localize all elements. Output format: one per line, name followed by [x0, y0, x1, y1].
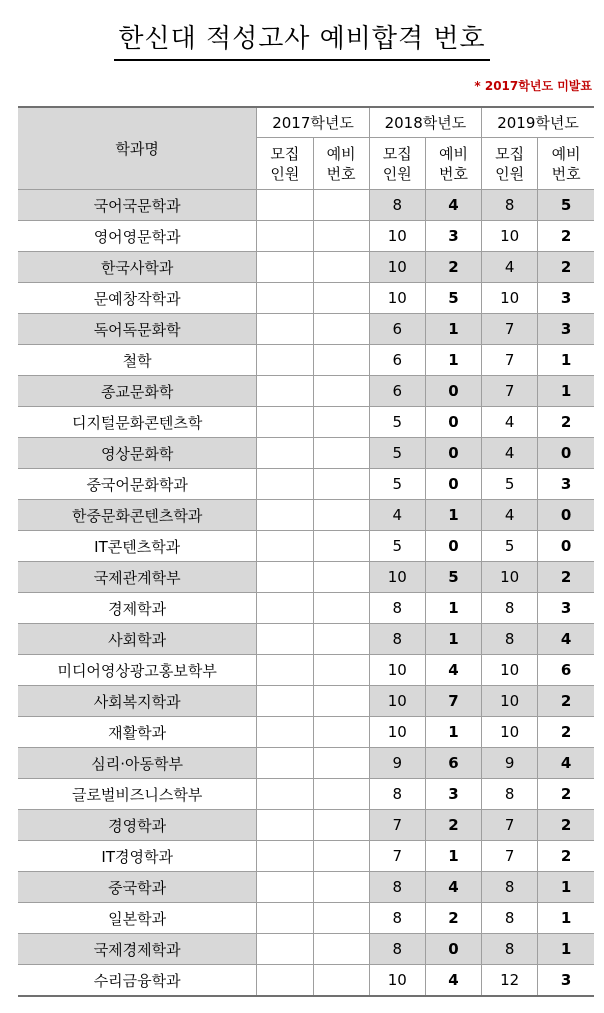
capacity-cell: 9	[369, 748, 425, 779]
waitlist-cell	[313, 872, 369, 903]
waitlist-cell	[313, 531, 369, 562]
capacity-cell: 8	[369, 779, 425, 810]
dept-name: 종교문화학	[18, 376, 257, 407]
dept-name: 독어독문화학	[18, 314, 257, 345]
waitlist-cell	[313, 593, 369, 624]
dept-name: 영어영문학과	[18, 221, 257, 252]
capacity-cell: 7	[482, 810, 538, 841]
capacity-cell	[257, 686, 313, 717]
capacity-cell: 9	[482, 748, 538, 779]
capacity-cell: 8	[482, 779, 538, 810]
capacity-cell: 7	[482, 376, 538, 407]
capacity-cell: 8	[369, 624, 425, 655]
waitlist-cell	[313, 283, 369, 314]
capacity-cell	[257, 841, 313, 872]
waitlist-cell: 4	[538, 624, 594, 655]
capacity-cell: 8	[369, 190, 425, 221]
waitlist-cell: 5	[425, 562, 481, 593]
table-row	[18, 283, 594, 314]
waitlist-cell: 3	[425, 221, 481, 252]
table-row	[18, 841, 594, 872]
capacity-cell: 7	[482, 314, 538, 345]
table-row	[18, 531, 594, 562]
waitlist-cell: 3	[538, 314, 594, 345]
capacity-cell	[257, 252, 313, 283]
capacity-cell: 10	[369, 965, 425, 997]
capacity-cell: 10	[482, 221, 538, 252]
waitlist-cell	[313, 376, 369, 407]
capacity-cell: 4	[369, 500, 425, 531]
waitlist-cell: 4	[425, 872, 481, 903]
table-row	[18, 872, 594, 903]
dept-name: 사회학과	[18, 624, 257, 655]
waitlist-cell: 2	[538, 252, 594, 283]
capacity-cell: 6	[369, 376, 425, 407]
capacity-cell	[257, 872, 313, 903]
capacity-cell: 8	[369, 593, 425, 624]
waitlist-cell: 3	[538, 965, 594, 997]
waitlist-cell: 0	[538, 438, 594, 469]
capacity-cell: 5	[369, 407, 425, 438]
capacity-cell: 8	[369, 872, 425, 903]
capacity-cell: 4	[482, 438, 538, 469]
capacity-cell	[257, 531, 313, 562]
table-row	[18, 376, 594, 407]
capacity-cell	[257, 221, 313, 252]
dept-name: 영상문화학	[18, 438, 257, 469]
capacity-cell: 12	[482, 965, 538, 997]
capacity-cell	[257, 717, 313, 748]
capacity-cell	[257, 593, 313, 624]
waitlist-cell: 3	[538, 593, 594, 624]
capacity-cell: 10	[369, 221, 425, 252]
waitlist-cell: 0	[425, 934, 481, 965]
table-row	[18, 345, 594, 376]
dept-name: 국제경제학과	[18, 934, 257, 965]
waitlist-cell: 2	[538, 810, 594, 841]
waitlist-cell: 4	[425, 190, 481, 221]
waitlist-cell	[313, 686, 369, 717]
capacity-cell: 6	[369, 345, 425, 376]
header-waitlist: 예비 번호	[538, 138, 594, 190]
waitlist-cell: 0	[425, 438, 481, 469]
waitlist-cell	[313, 314, 369, 345]
capacity-cell: 8	[369, 903, 425, 934]
capacity-cell: 8	[482, 934, 538, 965]
capacity-cell: 8	[482, 624, 538, 655]
waitlist-cell	[313, 810, 369, 841]
capacity-cell	[257, 469, 313, 500]
waitlist-cell	[313, 717, 369, 748]
header-waitlist: 예비 번호	[425, 138, 481, 190]
dept-name: 미디어영상광고홍보학부	[18, 655, 257, 686]
waitlist-cell: 2	[538, 717, 594, 748]
header-year-2019: 2019학년도	[482, 107, 594, 138]
header-waitlist: 예비 번호	[313, 138, 369, 190]
dept-name: 심리·아동학부	[18, 748, 257, 779]
capacity-cell	[257, 810, 313, 841]
header-year-2017: 2017학년도	[257, 107, 369, 138]
header-capacity: 모집 인원	[369, 138, 425, 190]
capacity-cell: 8	[482, 190, 538, 221]
waitlist-cell: 0	[538, 500, 594, 531]
capacity-cell: 5	[482, 531, 538, 562]
waitlist-cell: 2	[538, 221, 594, 252]
capacity-cell: 10	[482, 717, 538, 748]
header-capacity: 모집 인원	[482, 138, 538, 190]
waitlist-cell	[313, 965, 369, 997]
waitlist-cell: 3	[538, 469, 594, 500]
dept-name: 국어국문학과	[18, 190, 257, 221]
waitlist-cell	[313, 500, 369, 531]
waitlist-cell: 0	[538, 531, 594, 562]
waitlist-cell	[313, 469, 369, 500]
waitlist-cell	[313, 345, 369, 376]
waitlist-cell	[313, 562, 369, 593]
waitlist-cell	[313, 407, 369, 438]
capacity-cell	[257, 655, 313, 686]
capacity-cell: 10	[482, 686, 538, 717]
table-row	[18, 717, 594, 748]
waitlist-cell: 7	[425, 686, 481, 717]
capacity-cell	[257, 407, 313, 438]
capacity-cell	[257, 779, 313, 810]
note-text: * 2017학년도 미발표	[474, 79, 592, 93]
capacity-cell: 5	[369, 469, 425, 500]
capacity-cell: 8	[482, 872, 538, 903]
dept-name: 재활학과	[18, 717, 257, 748]
capacity-cell	[257, 345, 313, 376]
waitlist-cell: 4	[538, 748, 594, 779]
dept-name: IT콘텐츠학과	[18, 531, 257, 562]
table-row	[18, 500, 594, 531]
capacity-cell: 5	[482, 469, 538, 500]
dept-name: IT경영학과	[18, 841, 257, 872]
waitlist-cell: 5	[538, 190, 594, 221]
waitlist-cell: 6	[538, 655, 594, 686]
capacity-cell: 10	[369, 252, 425, 283]
waitlist-cell: 1	[425, 841, 481, 872]
capacity-cell	[257, 190, 313, 221]
capacity-cell	[257, 562, 313, 593]
header-year-2018: 2018학년도	[369, 107, 481, 138]
capacity-cell: 10	[369, 655, 425, 686]
table-row	[18, 593, 594, 624]
waitlist-cell: 4	[425, 965, 481, 997]
waitlist-cell: 1	[425, 500, 481, 531]
capacity-cell: 10	[369, 717, 425, 748]
dept-name: 한국사학과	[18, 252, 257, 283]
capacity-cell: 8	[482, 903, 538, 934]
waitlist-cell: 0	[425, 469, 481, 500]
dept-name: 철학	[18, 345, 257, 376]
waitlist-cell: 1	[425, 717, 481, 748]
waitlist-cell	[313, 221, 369, 252]
capacity-cell: 8	[369, 934, 425, 965]
header-dept: 학과명	[18, 107, 257, 190]
waitlist-cell: 2	[538, 779, 594, 810]
waitlist-cell: 1	[425, 624, 481, 655]
dept-name: 사회복지학과	[18, 686, 257, 717]
table-row	[18, 221, 594, 252]
waitlist-cell: 2	[538, 686, 594, 717]
waitlist-cell: 2	[538, 562, 594, 593]
dept-name: 디지털문화콘텐츠학	[18, 407, 257, 438]
table-row	[18, 407, 594, 438]
capacity-cell	[257, 376, 313, 407]
dept-name: 경제학과	[18, 593, 257, 624]
capacity-cell: 10	[369, 686, 425, 717]
capacity-cell: 10	[482, 655, 538, 686]
waitlist-cell: 1	[538, 345, 594, 376]
dept-name: 글로벌비즈니스학부	[18, 779, 257, 810]
waitlist-cell: 2	[538, 407, 594, 438]
capacity-cell: 5	[369, 438, 425, 469]
capacity-cell: 7	[369, 841, 425, 872]
table-row	[18, 252, 594, 283]
waitlist-cell: 0	[425, 407, 481, 438]
capacity-cell	[257, 314, 313, 345]
capacity-cell: 10	[482, 562, 538, 593]
table-row	[18, 190, 594, 221]
waitlist-cell	[313, 748, 369, 779]
waitlist-cell: 1	[538, 872, 594, 903]
capacity-cell: 10	[369, 283, 425, 314]
capacity-cell	[257, 500, 313, 531]
capacity-cell: 4	[482, 500, 538, 531]
waitlist-cell: 2	[425, 252, 481, 283]
header-capacity: 모집 인원	[257, 138, 313, 190]
waitlist-cell: 1	[538, 903, 594, 934]
table-row	[18, 624, 594, 655]
waitlist-cell: 3	[538, 283, 594, 314]
dept-name: 국제관계학부	[18, 562, 257, 593]
table-row	[18, 438, 594, 469]
waitlist-cell: 2	[425, 903, 481, 934]
capacity-cell: 7	[482, 345, 538, 376]
waitlist-cell	[313, 934, 369, 965]
waitlist-cell: 3	[425, 779, 481, 810]
table-row	[18, 314, 594, 345]
table-row	[18, 469, 594, 500]
capacity-cell	[257, 748, 313, 779]
capacity-cell: 7	[482, 841, 538, 872]
table-row	[18, 779, 594, 810]
dept-name: 중국어문화학과	[18, 469, 257, 500]
waitlist-cell: 0	[425, 376, 481, 407]
waitlist-cell: 2	[538, 841, 594, 872]
table-row	[18, 686, 594, 717]
capacity-cell	[257, 283, 313, 314]
waitlist-cell: 5	[425, 283, 481, 314]
waitlist-cell: 4	[425, 655, 481, 686]
capacity-cell: 6	[369, 314, 425, 345]
capacity-cell: 8	[482, 593, 538, 624]
waitlist-cell	[313, 779, 369, 810]
title-wrap	[0, 18, 604, 61]
capacity-cell: 10	[369, 562, 425, 593]
capacity-cell	[257, 438, 313, 469]
dept-name: 수리금융학과	[18, 965, 257, 997]
dept-name: 문예창작학과	[18, 283, 257, 314]
waitlist-cell: 1	[425, 314, 481, 345]
table-row	[18, 562, 594, 593]
waitlist-cell	[313, 841, 369, 872]
capacity-cell: 5	[369, 531, 425, 562]
waitlist-cell: 0	[425, 531, 481, 562]
waitlist-cell	[313, 624, 369, 655]
capacity-cell: 4	[482, 252, 538, 283]
page-title: 한신대 적성고사 예비합격 번호	[114, 18, 489, 61]
table-row	[18, 810, 594, 841]
waitlist-cell: 1	[538, 934, 594, 965]
capacity-cell: 10	[482, 283, 538, 314]
dept-name: 일본학과	[18, 903, 257, 934]
capacity-cell	[257, 903, 313, 934]
waitlist-cell: 2	[425, 810, 481, 841]
waitlist-cell: 1	[425, 593, 481, 624]
waitlist-cell	[313, 655, 369, 686]
capacity-cell	[257, 934, 313, 965]
waitlist-cell	[313, 903, 369, 934]
table-row	[18, 934, 594, 965]
table-row	[18, 748, 594, 779]
waitlist-cell	[313, 190, 369, 221]
table-row	[18, 655, 594, 686]
dept-name: 중국학과	[18, 872, 257, 903]
dept-name: 한중문화콘텐츠학과	[18, 500, 257, 531]
capacity-cell: 4	[482, 407, 538, 438]
table-row	[18, 903, 594, 934]
capacity-cell: 7	[369, 810, 425, 841]
capacity-cell	[257, 624, 313, 655]
capacity-cell	[257, 965, 313, 997]
waitlist-cell	[313, 252, 369, 283]
results-table	[18, 106, 594, 997]
waitlist-cell	[313, 438, 369, 469]
waitlist-cell: 1	[538, 376, 594, 407]
waitlist-cell: 6	[425, 748, 481, 779]
waitlist-cell: 1	[425, 345, 481, 376]
table-row	[18, 965, 594, 997]
dept-name: 경영학과	[18, 810, 257, 841]
